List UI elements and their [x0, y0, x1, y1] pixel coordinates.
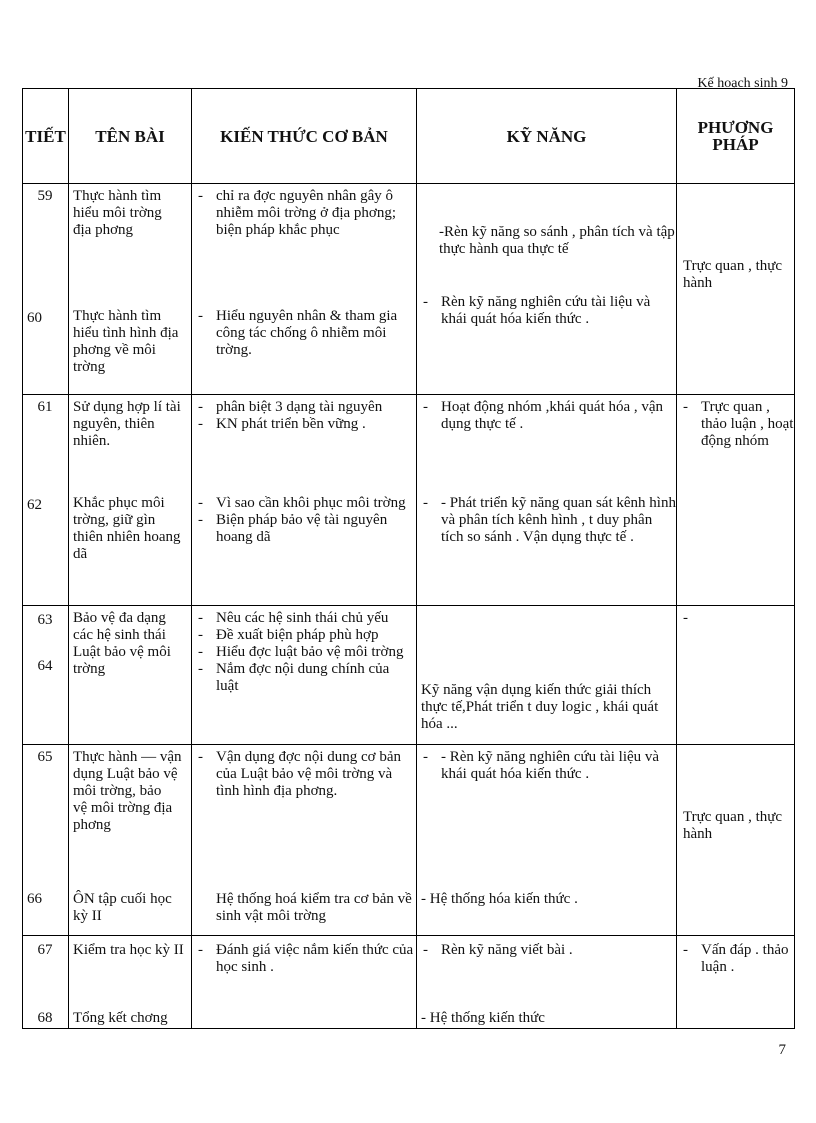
lesson-title: Thực hành — vận dụng Luật bảo vệ môi trờng, bảo vệ môi trờng địa phơng	[73, 749, 182, 833]
lesson-title: Thực hành tìm hiểu môi trờng địa phơng	[73, 188, 162, 238]
col-header-ten-bai: TÊN BÀI	[69, 89, 192, 184]
knowledge-item: Hệ thống hoá kiểm tra cơ bản về sinh vật môi trờng	[216, 891, 412, 924]
lesson-number: 68	[37, 1010, 53, 1026]
lesson-title: Khắc phục môi trờng, giữ gìn thiên nhiên hoang dã	[73, 495, 181, 562]
table-row	[23, 745, 795, 936]
skill-item: - - Rèn kỹ năng nghiên cứu tài liệu và khái quát hóa kiến thức .	[423, 749, 660, 782]
lesson-title: Sử dụng hợp lí tài nguyên, thiên nhiên.	[73, 399, 181, 449]
lesson-number: 64	[37, 658, 53, 674]
skill-item: -Rèn kỹ năng so sánh , phân tích và tập thực hành qua thực tế	[439, 224, 675, 257]
table-row	[23, 936, 795, 1029]
knowledge-item: - Biện pháp bảo vệ tài nguyên hoang dã	[198, 512, 388, 545]
lesson-number: 63	[37, 612, 53, 628]
table-row	[23, 184, 795, 395]
lesson-title: Bảo vệ đa dạng các hệ sinh thái Luật bảo vệ môi trờng	[73, 610, 171, 677]
col-header-phuong-phap: PHƯƠNG PHÁP	[677, 89, 795, 184]
lesson-number: 59	[37, 188, 53, 204]
method-text: Trực quan , thực hành	[683, 258, 783, 291]
method-text: - Vấn đáp . thảo luận .	[683, 942, 789, 975]
lesson-title: Tổng kết chơng	[73, 1010, 168, 1026]
lesson-number: 60	[27, 310, 42, 326]
lesson-plan-table	[22, 88, 795, 1029]
knowledge-item: - Nắm đợc nội dung chính của luật	[198, 661, 390, 694]
knowledge-item: - phân biệt 3 dạng tài nguyên	[198, 399, 383, 415]
page-number: 7	[778, 1042, 786, 1058]
knowledge-item: - Hiểu đợc luật bảo vệ môi trờng	[198, 644, 404, 660]
lesson-title: ÔN tập cuối học kỳ II	[73, 891, 172, 924]
knowledge-item: - Nêu các hệ sinh thái chủ yếu	[198, 610, 389, 626]
table-row	[23, 395, 795, 606]
method-text: - Trực quan , thảo luận , hoạt động nhóm	[683, 399, 794, 449]
header-note: Kế hoạch sinh 9	[697, 76, 788, 91]
col-header-ky-nang: KỸ NĂNG	[417, 89, 677, 184]
method-text: Trực quan , thực hành	[683, 809, 783, 842]
knowledge-item: - Đánh giá việc nắm kiến thức của học sinh .	[198, 942, 414, 975]
skill-item: - Hệ thống kiến thức	[421, 1010, 545, 1026]
knowledge-item: - chỉ ra đợc nguyên nhân gây ô nhiễm môi trờng ở địa phơng; biện pháp khắc phục	[198, 188, 397, 238]
skill-item: - Hoạt động nhóm ,khái quát hóa , vận dụng thực tế .	[423, 399, 664, 432]
lesson-title: Kiểm tra học kỳ II	[73, 942, 184, 958]
col-header-tiet: TIẾT	[23, 89, 69, 184]
skill-item: Kỹ năng vận dụng kiến thức giải thích thực tế,Phát triển t duy logic , khái quát hóa ...	[421, 682, 659, 732]
knowledge-item: - KN phát triển bền vững .	[198, 416, 366, 432]
knowledge-item: - Vì sao cần khôi phục môi trờng	[198, 495, 406, 511]
lesson-number: 61	[37, 399, 53, 415]
knowledge-item: - Vận dụng đợc nội dung cơ bản của Luật bảo vệ môi trờng và tình hình địa phơng.	[198, 749, 401, 799]
skill-item: - Rèn kỹ năng nghiên cứu tài liệu và khái quát hóa kiến thức .	[423, 294, 651, 327]
knowledge-item: - Hiểu nguyên nhân & tham gia công tác chống ô nhiễm môi trờng.	[198, 308, 398, 358]
skill-item: - - Phát triển kỹ năng quan sát kênh hình và phân tích kênh hình , t duy phân tích so sánh . Vận dụng thực tế .	[423, 495, 676, 545]
lesson-title: Thực hành tìm hiểu tình hình địa phơng về môi trờng	[73, 308, 179, 375]
skill-item: - Hệ thống hóa kiến thức .	[421, 891, 578, 907]
lesson-number: 67	[37, 942, 53, 958]
lesson-number: 65	[37, 749, 53, 765]
lesson-number: 62	[27, 497, 42, 513]
method-text: -	[683, 610, 688, 626]
table-row	[23, 606, 795, 745]
knowledge-item: - Đề xuất biện pháp phù hợp	[198, 627, 379, 643]
table-header	[23, 89, 795, 184]
skill-item: - Rèn kỹ năng viết bài .	[423, 942, 573, 958]
lesson-number: 66	[27, 891, 42, 907]
col-header-kien-thuc: KIẾN THỨC CƠ BẢN	[192, 89, 417, 184]
